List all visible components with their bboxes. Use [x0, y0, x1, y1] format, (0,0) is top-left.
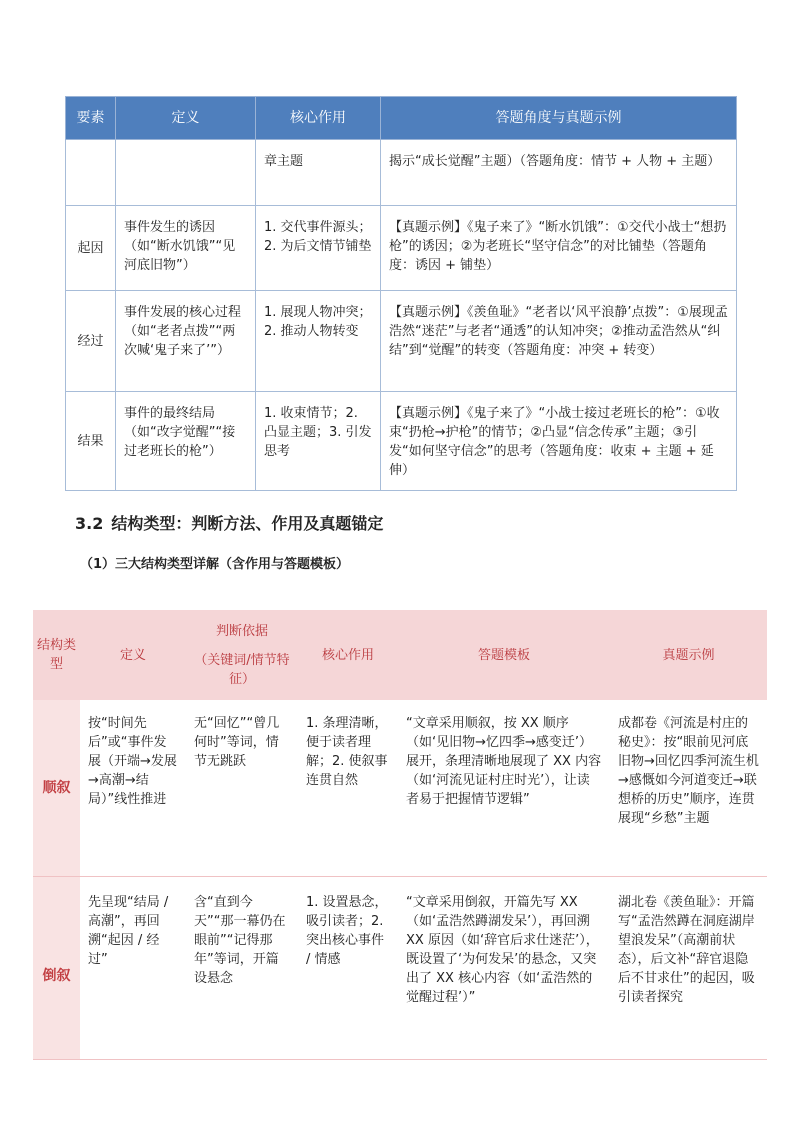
- function-cell: 1. 交代事件源头；2. 为后文情节铺垫: [256, 206, 381, 291]
- header-function: 核心作用: [298, 610, 398, 700]
- table-header-row: [33, 610, 767, 700]
- definition-cell: [116, 140, 256, 206]
- function-cell: 1. 展现人物冲突；2. 推动人物转变: [256, 291, 381, 392]
- header-basis: [186, 610, 298, 700]
- example-cell: 【真题示例】《鬼子来了》“小战士接过老班长的枪”：①收束“扔枪→护枪”的情节；②凸显“信念传承”主题；③引发“如何坚守信念”的思考（答题角度：收束 + 主题 + 延伸）: [381, 392, 737, 491]
- function-cell: 章主题: [256, 140, 381, 206]
- basis-cell: 无“回忆”“曾几何时”等词，情节无跳跃: [186, 700, 298, 877]
- definition-cell: 事件发生的诱因（如“断水饥饿”“见河底旧物”）: [116, 206, 256, 291]
- section-title: 结构类型：判断方法、作用及真题锚定: [111, 514, 384, 533]
- table-header-row: [66, 97, 737, 140]
- header-type: 结构类型: [33, 610, 80, 700]
- header-definition: 定义: [80, 610, 186, 700]
- example-cell: 【真题示例】《鬼子来了》“断水饥饿”：①交代小战士“想扔枪”的诱因；②为老班长“坚守信念”的对比铺垫（答题角度：诱因 + 铺垫）: [381, 206, 737, 291]
- example-cell: 湖北卷《羡鱼耻》：开篇写“孟浩然蹲在洞庭湖岸望浪发呆”（高潮前状态），后文补“辞官退隐后不甘求仕”的起因，吸引读者探究: [610, 877, 767, 1060]
- structure-types-table: [33, 610, 767, 1060]
- table-row: [66, 291, 737, 392]
- header-example: 真题示例: [610, 610, 767, 700]
- table-row: [66, 140, 737, 206]
- header-template: 答题模板: [398, 610, 610, 700]
- header-function: 核心作用: [256, 97, 381, 140]
- type-cell: 倒叙: [33, 877, 80, 1060]
- function-cell: 1. 设置悬念，吸引读者；2. 突出核心事件 / 情感: [298, 877, 398, 1060]
- narrative-elements-table: [65, 96, 737, 491]
- header-basis-line2: （关键词/情节特征）: [194, 652, 290, 687]
- definition-cell: 事件发展的核心过程（如“老者点拨”“两次喊‘鬼子来了’”）: [116, 291, 256, 392]
- table-row: [66, 392, 737, 491]
- section-number: 3.2: [75, 514, 104, 533]
- header-basis-line1: 判断依据: [215, 623, 268, 639]
- section-heading: [75, 511, 383, 534]
- header-element: 要素: [66, 97, 116, 140]
- template-cell: “文章采用顺叙，按 XX 顺序（如‘见旧物→忆四季→感变迁’）展开，条理清晰地展现了 XX 内容（如‘河流见证村庄时光’），让读者易于把握情节逻辑”: [398, 700, 610, 877]
- table-row: [66, 206, 737, 291]
- type-cell: 顺叙: [33, 700, 80, 877]
- definition-cell: 按“时间先后”或“事件发展（开端→发展→高潮→结局）”线性推进: [80, 700, 186, 877]
- element-cell: 经过: [66, 291, 116, 392]
- element-cell: [66, 140, 116, 206]
- element-cell: 起因: [66, 206, 116, 291]
- function-cell: 1. 条理清晰，便于读者理解；2. 使叙事连贯自然: [298, 700, 398, 877]
- example-cell: 成都卷《河流是村庄的秘史》：按“眼前见河底旧物→回忆四季河流生机→感慨如今河道变迁→联想桥的历史”顺序，连贯展现“乡愁”主题: [610, 700, 767, 877]
- definition-cell: 事件的最终结局（如“改字觉醒”“接过老班长的枪”）: [116, 392, 256, 491]
- subsection-heading: （1）三大结构类型详解（含作用与答题模板）: [80, 557, 350, 572]
- definition-cell: 先呈现“结局 / 高潮”，再回溯“起因 / 经过”: [80, 877, 186, 1060]
- template-cell: “文章采用倒叙，开篇先写 XX（如‘孟浩然蹲湖发呆’），再回溯 XX 原因（如‘辞官后求仕迷茫’），既设置了‘为何发呆’的悬念，又突出了 XX 核心内容（如‘孟浩然的觉醒过程’）”: [398, 877, 610, 1060]
- basis-cell: 含“直到今天”“那一幕仍在眼前”“记得那年”等词，开篇设悬念: [186, 877, 298, 1060]
- table-row: [33, 700, 767, 877]
- header-example: 答题角度与真题示例: [381, 97, 737, 140]
- example-cell: 【真题示例】《羡鱼耻》“老者以‘风平浪静’点拨”：①展现孟浩然“迷茫”与老者“通透”的认知冲突；②推动孟浩然从“纠结”到“觉醒”的转变（答题角度：冲突 + 转变）: [381, 291, 737, 392]
- table-row: [33, 877, 767, 1060]
- function-cell: 1. 收束情节；2. 凸显主题；3. 引发思考: [256, 392, 381, 491]
- header-definition: 定义: [116, 97, 256, 140]
- example-cell: 揭示“成长觉醒”主题）（答题角度：情节 + 人物 + 主题）: [381, 140, 737, 206]
- element-cell: 结果: [66, 392, 116, 491]
